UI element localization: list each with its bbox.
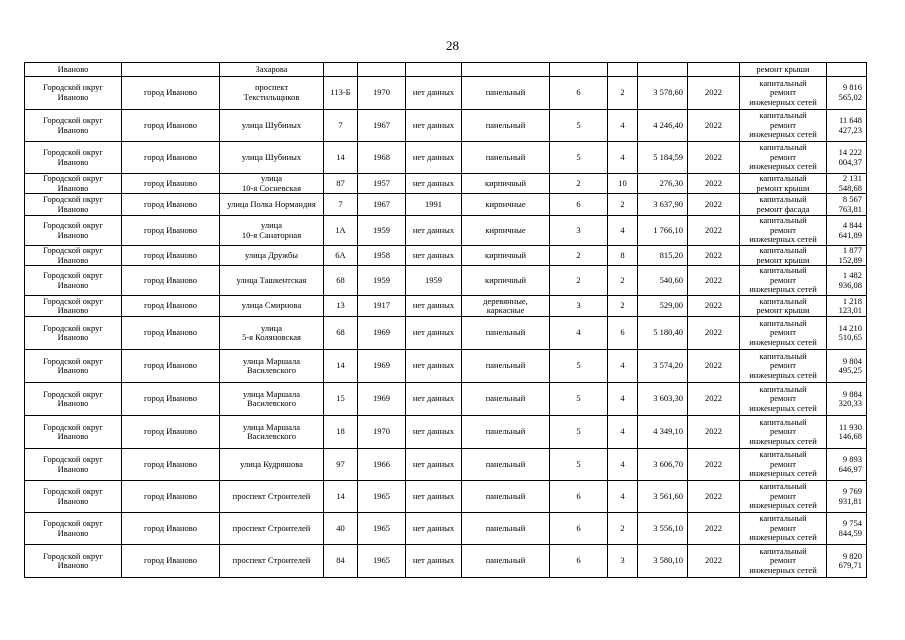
entrances-cell: 4 <box>608 110 638 142</box>
entrances-cell: 8 <box>608 245 638 265</box>
built-year-cell: 1958 <box>358 245 406 265</box>
settlement-cell: город Иваново <box>122 545 220 578</box>
work-type-cell: капитальный ремонт инженерных сетей <box>740 216 827 246</box>
cost-cell <box>827 63 867 77</box>
wall-material-cell <box>462 63 550 77</box>
commissioning-year-cell: нет данных <box>406 245 462 265</box>
wall-material-cell: кирпичный <box>462 245 550 265</box>
work-type-cell: капитальный ремонт крыши <box>740 245 827 265</box>
street-cell: проспект Строителей <box>220 481 324 513</box>
settlement-cell: город Иваново <box>122 174 220 194</box>
wall-material-cell: панельный <box>462 317 550 350</box>
wall-material-cell: панельный <box>462 416 550 449</box>
table-row <box>25 449 867 481</box>
page-number: 28 <box>446 38 459 53</box>
wall-material-cell: кирпичный <box>462 266 550 296</box>
wall-material-cell: панельный <box>462 513 550 545</box>
settlement-cell: город Иваново <box>122 216 220 246</box>
municipality-cell: Городской округ Иваново <box>25 174 122 194</box>
municipality-cell: Иваново <box>25 63 122 77</box>
street-cell: улица Кудряшова <box>220 449 324 481</box>
cost-cell: 14 222 004,37 <box>827 142 867 174</box>
settlement-cell: город Иваново <box>122 481 220 513</box>
cost-cell: 9 754 844,59 <box>827 513 867 545</box>
floors-cell <box>550 63 608 77</box>
municipality-cell: Городской округ Иваново <box>25 545 122 578</box>
work-type-cell: капитальный ремонт инженерных сетей <box>740 383 827 416</box>
entrances-cell: 4 <box>608 350 638 383</box>
wall-material-cell: панельный <box>462 383 550 416</box>
street-cell: улица 5-я Коляновская <box>220 317 324 350</box>
street-cell: проспект Строителей <box>220 513 324 545</box>
floors-cell: 5 <box>550 449 608 481</box>
settlement-cell: город Иваново <box>122 317 220 350</box>
floors-cell: 2 <box>550 266 608 296</box>
cost-cell: 9 804 495,25 <box>827 350 867 383</box>
built-year-cell: 1917 <box>358 296 406 317</box>
floors-cell: 2 <box>550 174 608 194</box>
table-row <box>25 266 867 296</box>
settlement-cell: город Иваново <box>122 245 220 265</box>
commissioning-year-cell: нет данных <box>406 296 462 317</box>
settlement-cell: город Иваново <box>122 350 220 383</box>
entrances-cell: 2 <box>608 77 638 110</box>
settlement-cell: город Иваново <box>122 416 220 449</box>
wall-material-cell: панельный <box>462 449 550 481</box>
table-row <box>25 317 867 350</box>
built-year-cell: 1959 <box>358 216 406 246</box>
house-number-cell: 40 <box>324 513 358 545</box>
repair-year-cell: 2022 <box>688 513 740 545</box>
area-cell: 4 246,40 <box>638 110 688 142</box>
area-cell <box>638 63 688 77</box>
table-row <box>25 77 867 110</box>
repair-year-cell: 2022 <box>688 350 740 383</box>
built-year-cell: 1970 <box>358 77 406 110</box>
settlement-cell <box>122 63 220 77</box>
table-row <box>25 110 867 142</box>
wall-material-cell: панельный <box>462 350 550 383</box>
entrances-cell: 2 <box>608 513 638 545</box>
floors-cell: 4 <box>550 317 608 350</box>
built-year-cell: 1967 <box>358 110 406 142</box>
settlement-cell: город Иваново <box>122 142 220 174</box>
cost-cell: 11 648 427,23 <box>827 110 867 142</box>
repair-year-cell: 2022 <box>688 194 740 216</box>
floors-cell: 5 <box>550 416 608 449</box>
wall-material-cell: панельный <box>462 110 550 142</box>
settlement-cell: город Иваново <box>122 110 220 142</box>
floors-cell: 5 <box>550 142 608 174</box>
floors-cell: 3 <box>550 296 608 317</box>
repair-year-cell: 2022 <box>688 317 740 350</box>
commissioning-year-cell: нет данных <box>406 481 462 513</box>
cost-cell: 9 820 679,71 <box>827 545 867 578</box>
house-number-cell: 97 <box>324 449 358 481</box>
municipality-cell: Городской округ Иваново <box>25 194 122 216</box>
municipality-cell: Городской округ Иваново <box>25 142 122 174</box>
street-cell: улица Маршала Василевского <box>220 416 324 449</box>
built-year-cell: 1966 <box>358 449 406 481</box>
table-row <box>25 513 867 545</box>
built-year-cell <box>358 63 406 77</box>
floors-cell: 5 <box>550 383 608 416</box>
table-row <box>25 216 867 246</box>
commissioning-year-cell: нет данных <box>406 383 462 416</box>
area-cell: 1 766,10 <box>638 216 688 246</box>
area-cell: 3 561,60 <box>638 481 688 513</box>
street-cell: Захарова <box>220 63 324 77</box>
repair-year-cell: 2022 <box>688 481 740 513</box>
built-year-cell: 1970 <box>358 416 406 449</box>
repair-year-cell: 2022 <box>688 383 740 416</box>
house-number-cell: 13 <box>324 296 358 317</box>
repair-year-cell: 2022 <box>688 245 740 265</box>
work-type-cell: ремонт крыши <box>740 63 827 77</box>
built-year-cell: 1969 <box>358 317 406 350</box>
house-number-cell: 14 <box>324 481 358 513</box>
house-number-cell: 6А <box>324 245 358 265</box>
commissioning-year-cell: нет данных <box>406 449 462 481</box>
commissioning-year-cell: нет данных <box>406 77 462 110</box>
floors-cell: 6 <box>550 545 608 578</box>
settlement-cell: город Иваново <box>122 77 220 110</box>
commissioning-year-cell: нет данных <box>406 513 462 545</box>
commissioning-year-cell: 1959 <box>406 266 462 296</box>
entrances-cell: 4 <box>608 416 638 449</box>
cost-cell: 4 844 641,89 <box>827 216 867 246</box>
work-type-cell: капитальный ремонт инженерных сетей <box>740 77 827 110</box>
street-cell: улица Ташкентская <box>220 266 324 296</box>
work-type-cell: капитальный ремонт инженерных сетей <box>740 449 827 481</box>
wall-material-cell: кирпичный <box>462 174 550 194</box>
street-cell: улица Шубиных <box>220 110 324 142</box>
commissioning-year-cell: нет данных <box>406 110 462 142</box>
street-cell: улица Маршала Василевского <box>220 383 324 416</box>
wall-material-cell: панельный <box>462 545 550 578</box>
area-cell: 3 574,20 <box>638 350 688 383</box>
work-type-cell: капитальный ремонт крыши <box>740 296 827 317</box>
table-row <box>25 416 867 449</box>
built-year-cell: 1969 <box>358 350 406 383</box>
house-number-cell: 14 <box>324 350 358 383</box>
work-type-cell: капитальный ремонт крыши <box>740 174 827 194</box>
entrances-cell: 4 <box>608 142 638 174</box>
area-cell: 540,60 <box>638 266 688 296</box>
house-number-cell: 14 <box>324 142 358 174</box>
street-cell: улица Шубиных <box>220 142 324 174</box>
settlement-cell: город Иваново <box>122 383 220 416</box>
commissioning-year-cell: нет данных <box>406 142 462 174</box>
table-row <box>25 296 867 317</box>
house-number-cell: 7 <box>324 194 358 216</box>
built-year-cell: 1967 <box>358 194 406 216</box>
work-type-cell: капитальный ремонт инженерных сетей <box>740 317 827 350</box>
wall-material-cell: панельный <box>462 481 550 513</box>
floors-cell: 6 <box>550 481 608 513</box>
entrances-cell: 4 <box>608 481 638 513</box>
built-year-cell: 1965 <box>358 545 406 578</box>
table-row <box>25 350 867 383</box>
commissioning-year-cell: нет данных <box>406 416 462 449</box>
municipality-cell: Городской округ Иваново <box>25 449 122 481</box>
area-cell: 3 578,60 <box>638 77 688 110</box>
cost-cell: 9 769 931,81 <box>827 481 867 513</box>
cost-cell: 9 884 320,33 <box>827 383 867 416</box>
work-type-cell: капитальный ремонт инженерных сетей <box>740 416 827 449</box>
wall-material-cell: кирпичные <box>462 216 550 246</box>
municipality-cell: Городской округ Иваново <box>25 110 122 142</box>
house-number-cell: 87 <box>324 174 358 194</box>
house-number-cell <box>324 63 358 77</box>
street-cell: улица Маршала Василевского <box>220 350 324 383</box>
cost-cell: 2 131 548,68 <box>827 174 867 194</box>
buildings-table <box>24 62 867 578</box>
entrances-cell: 4 <box>608 383 638 416</box>
settlement-cell: город Иваново <box>122 296 220 317</box>
area-cell: 3 580,10 <box>638 545 688 578</box>
cost-cell: 8 567 763,81 <box>827 194 867 216</box>
built-year-cell: 1965 <box>358 481 406 513</box>
street-cell: улица Смирнова <box>220 296 324 317</box>
house-number-cell: 84 <box>324 545 358 578</box>
floors-cell: 6 <box>550 513 608 545</box>
municipality-cell: Городской округ Иваново <box>25 296 122 317</box>
municipality-cell: Городской округ Иваново <box>25 416 122 449</box>
table-row <box>25 383 867 416</box>
built-year-cell: 1969 <box>358 383 406 416</box>
repair-year-cell <box>688 63 740 77</box>
cost-cell: 9 816 565,02 <box>827 77 867 110</box>
work-type-cell: капитальный ремонт инженерных сетей <box>740 513 827 545</box>
municipality-cell: Городской округ Иваново <box>25 317 122 350</box>
house-number-cell: 68 <box>324 317 358 350</box>
commissioning-year-cell: нет данных <box>406 317 462 350</box>
entrances-cell: 2 <box>608 296 638 317</box>
area-cell: 815,20 <box>638 245 688 265</box>
municipality-cell: Городской округ Иваново <box>25 77 122 110</box>
repair-year-cell: 2022 <box>688 416 740 449</box>
repair-year-cell: 2022 <box>688 110 740 142</box>
settlement-cell: город Иваново <box>122 449 220 481</box>
wall-material-cell: деревянные, каркасные <box>462 296 550 317</box>
table-body <box>25 63 867 578</box>
work-type-cell: капитальный ремонт инженерных сетей <box>740 350 827 383</box>
floors-cell: 5 <box>550 350 608 383</box>
commissioning-year-cell <box>406 63 462 77</box>
street-cell: улица 10-я Сосневская <box>220 174 324 194</box>
cost-cell: 1 482 936,08 <box>827 266 867 296</box>
repair-year-cell: 2022 <box>688 449 740 481</box>
area-cell: 276,30 <box>638 174 688 194</box>
commissioning-year-cell: 1991 <box>406 194 462 216</box>
commissioning-year-cell: нет данных <box>406 545 462 578</box>
floors-cell: 6 <box>550 77 608 110</box>
commissioning-year-cell: нет данных <box>406 216 462 246</box>
municipality-cell: Городской округ Иваново <box>25 513 122 545</box>
settlement-cell: город Иваново <box>122 513 220 545</box>
area-cell: 3 637,90 <box>638 194 688 216</box>
work-type-cell: капитальный ремонт инженерных сетей <box>740 545 827 578</box>
house-number-cell: 18 <box>324 416 358 449</box>
work-type-cell: капитальный ремонт инженерных сетей <box>740 110 827 142</box>
house-number-cell: 68 <box>324 266 358 296</box>
table-row <box>25 194 867 216</box>
street-cell: проспект Текстильщиков <box>220 77 324 110</box>
repair-year-cell: 2022 <box>688 142 740 174</box>
floors-cell: 6 <box>550 194 608 216</box>
house-number-cell: 1А <box>324 216 358 246</box>
area-cell: 3 556,10 <box>638 513 688 545</box>
entrances-cell: 4 <box>608 216 638 246</box>
built-year-cell: 1965 <box>358 513 406 545</box>
work-type-cell: капитальный ремонт инженерных сетей <box>740 266 827 296</box>
wall-material-cell: панельный <box>462 77 550 110</box>
floors-cell: 3 <box>550 216 608 246</box>
repair-year-cell: 2022 <box>688 216 740 246</box>
cost-cell: 1 218 123,01 <box>827 296 867 317</box>
street-cell: улица Дружбы <box>220 245 324 265</box>
entrances-cell: 10 <box>608 174 638 194</box>
floors-cell: 5 <box>550 110 608 142</box>
repair-year-cell: 2022 <box>688 296 740 317</box>
area-cell: 3 606,70 <box>638 449 688 481</box>
work-type-cell: капитальный ремонт инженерных сетей <box>740 481 827 513</box>
work-type-cell: капитальный ремонт инженерных сетей <box>740 142 827 174</box>
municipality-cell: Городской округ Иваново <box>25 481 122 513</box>
street-cell: улица Полка Нормандия <box>220 194 324 216</box>
built-year-cell: 1959 <box>358 266 406 296</box>
floors-cell: 2 <box>550 245 608 265</box>
table-row <box>25 142 867 174</box>
entrances-cell <box>608 63 638 77</box>
street-cell: проспект Строителей <box>220 545 324 578</box>
entrances-cell: 2 <box>608 194 638 216</box>
settlement-cell: город Иваново <box>122 194 220 216</box>
wall-material-cell: кирпичные <box>462 194 550 216</box>
built-year-cell: 1968 <box>358 142 406 174</box>
commissioning-year-cell: нет данных <box>406 174 462 194</box>
area-cell: 4 349,10 <box>638 416 688 449</box>
cost-cell: 9 893 646,97 <box>827 449 867 481</box>
entrances-cell: 3 <box>608 545 638 578</box>
area-cell: 3 603,30 <box>638 383 688 416</box>
cost-cell: 11 930 146,68 <box>827 416 867 449</box>
entrances-cell: 2 <box>608 266 638 296</box>
table-row <box>25 174 867 194</box>
area-cell: 5 184,59 <box>638 142 688 174</box>
repair-year-cell: 2022 <box>688 545 740 578</box>
work-type-cell: капитальный ремонт фасада <box>740 194 827 216</box>
repair-year-cell: 2022 <box>688 266 740 296</box>
cost-cell: 1 877 152,89 <box>827 245 867 265</box>
entrances-cell: 6 <box>608 317 638 350</box>
table-row <box>25 63 867 77</box>
table-row <box>25 545 867 578</box>
house-number-cell: 113-Б <box>324 77 358 110</box>
municipality-cell: Городской округ Иваново <box>25 216 122 246</box>
table-row <box>25 481 867 513</box>
municipality-cell: Городской округ Иваново <box>25 350 122 383</box>
house-number-cell: 7 <box>324 110 358 142</box>
built-year-cell: 1957 <box>358 174 406 194</box>
area-cell: 5 180,40 <box>638 317 688 350</box>
municipality-cell: Городской округ Иваново <box>25 383 122 416</box>
municipality-cell: Городской округ Иваново <box>25 266 122 296</box>
commissioning-year-cell: нет данных <box>406 350 462 383</box>
repair-year-cell: 2022 <box>688 174 740 194</box>
cost-cell: 14 210 510,65 <box>827 317 867 350</box>
table-row <box>25 245 867 265</box>
entrances-cell: 4 <box>608 449 638 481</box>
repair-year-cell: 2022 <box>688 77 740 110</box>
settlement-cell: город Иваново <box>122 266 220 296</box>
house-number-cell: 15 <box>324 383 358 416</box>
area-cell: 529,00 <box>638 296 688 317</box>
wall-material-cell: панельный <box>462 142 550 174</box>
municipality-cell: Городской округ Иваново <box>25 245 122 265</box>
street-cell: улица 10-я Санаторная <box>220 216 324 246</box>
